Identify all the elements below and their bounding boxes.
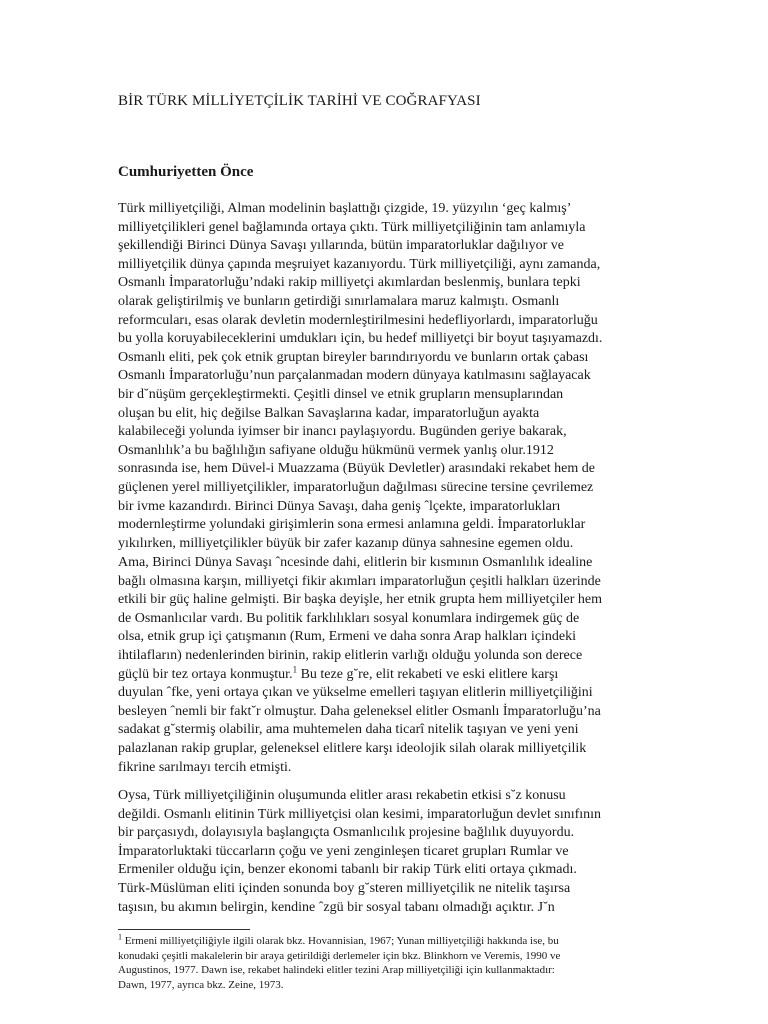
paragraph-line: besleyen ˆnemli bir fakt˘r olmuştur. Daha geleneksel elitler Osmanlı İmparatorluğu’na: [118, 703, 601, 719]
paragraph-line: Osmanlı İmparatorluğu’ndaki rakip milliyetçi akımlardan beslenmiş, bunlara tepki: [118, 275, 581, 291]
paragraph-line: de Osmanlıcılar vardı. Bu politik farklılıkları sosyal konumlara indirgemek güç de: [118, 610, 580, 626]
paragraph-line: fikrine sarılmayı tercih etmişti.: [118, 759, 292, 775]
paragraph-1: [118, 200, 662, 553]
paragraph-line: bir d˘nüşüm gerçekleştirmekti. Çeşitli dinsel ve etnik grupların mensuplarından: [118, 386, 564, 402]
footnote-reference[interactable]: 1: [292, 663, 298, 674]
paragraph-line: bir ivme kazandırdı. Birinci Dünya Savaşı, daha geniş ˆlçekte, imparatorlukları: [118, 498, 561, 514]
paragraph-line: yıkılırken, milliyetçilikler büyük bir zafer kazanıp dünya sahnesine egemen oldu.: [118, 535, 574, 551]
paragraph-line: şekillendiği Birinci Dünya Savaşı yıllarında, bütün imparatorluklar dağılıyor ve: [118, 238, 564, 254]
paragraph-line: Osmanlı eliti, pek çok etnik gruptan bireyler barındırıyordu ve bunların ortak çabası: [118, 349, 589, 365]
paragraph-line: Osmanlı İmparatorluğu’nun parçalanmadan modern dünyaya katılmasını sağlayacak: [118, 368, 591, 384]
paragraph-line: milliyetçilik dünya çapında meşruiyet kazanıyordu. Türk milliyetçiliği, aynı zamanda,: [118, 256, 601, 272]
footnote-line: konudaki çeşitli makalelerin bir araya getirildiği derlemeler için bkz. Blinkhorn ve Veremis, 1990 ve: [118, 949, 561, 962]
paragraph-line: oluşan bu elit, hiç değilse Balkan Savaşlarına kadar, imparatorluğun ayakta: [118, 405, 540, 421]
paragraph-line: Oysa, Türk milliyetçiliğinin oluşumunda elitler arası rekabetin etkisi s˘z konusu: [118, 788, 566, 803]
paragraph-line: Ama, Birinci Dünya Savaşı ˆncesinde dahi, elitlerin bir kısmının Osmanlılık idealine: [118, 555, 593, 570]
line-text-continuation: Bu teze g˘re, elit rekabeti ve eski elitlere karşı: [297, 666, 559, 682]
footnote-divider: [118, 929, 250, 930]
paragraph-line: sadakat g˘stermiş olabilir, ama muhtemelen daha ticarî nitelik taşıyan ve yeni yeni: [118, 722, 579, 738]
paragraph-3: [118, 787, 662, 917]
paragraph-line: Ermeniler olduğu için, benzer ekonomi tabanlı bir rakip Türk eliti ortaya çıkmadı.: [118, 862, 577, 878]
footnote-marker: 1: [118, 932, 122, 942]
page-title: BİR TÜRK MİLLİYETÇİLİK TARİHİ VE COĞRAFYASI: [118, 93, 481, 109]
footnote: [118, 934, 658, 992]
paragraph-line: bir parçasıydı, dolayısıyla başlangıçta Osmanlıcılık projesine bağlılık duyuyordu.: [118, 825, 575, 841]
paragraph-line: bağlı olmasına karşın, milliyetçi fikir akımları imparatorluğun çeşitli halkları üzerinde: [118, 573, 601, 589]
paragraph-line: etkili bir güç haline gelmişti. Bir başka deyişle, her etnik grupta hem milliyetçiler hem: [118, 592, 603, 608]
paragraph-line: Türk milliyetçiliği, Alman modelinin başlattığı çizgide, 19. yüzyılın ‘geç kalmış’: [118, 201, 572, 216]
paragraph-line: kalabileceği yolunda iyimser bir inancı paylaşıyordu. Bugünden geriye bakarak,: [118, 424, 567, 440]
paragraph-line: güçlenen yerel milliyetçilikler, imparatorluğun dağılması sürecine tersine çevrilemez: [118, 479, 594, 495]
paragraph-line: İmparatorluktaki tüccarların çoğu ve yeni zenginleşen ticaret grupları Rumlar ve: [118, 843, 569, 859]
paragraph-line: Türk-Müslüman eliti içinden sonunda boy g˘steren milliyetçilik ne nitelik taşırsa: [118, 880, 571, 896]
paragraph-line: milliyetçilikleri genel bağlamında ortaya çıktı. Türk milliyetçiliğinin tam anlamıyla: [118, 219, 586, 235]
line-text: güçlü bir tez ortaya konmuştur.: [118, 666, 293, 682]
paragraph-line: sonrasında ise, hem Düvel-i Muazzama (Büyük Devletler) arasındaki rekabet hem de: [118, 461, 595, 477]
paragraph-line: değildi. Osmanlı elitinin Türk milliyetçisi olan kesimi, imparatorluğun devlet sınıfının: [118, 806, 602, 822]
section-heading: Cumhuriyetten Önce: [118, 164, 254, 180]
paragraph-line: palazlanan rakip gruplar, geleneksel elitlere karşı ideolojik silah olarak milliyetçilik: [118, 740, 587, 756]
paragraph-2: [118, 554, 662, 777]
footnote-text: Ermeni milliyetçiliğiyle ilgili olarak bkz. Hovannisian, 1967; Yunan milliyetçiliği hakkında ise, bu: [122, 935, 559, 947]
paragraph-line: [118, 663, 662, 685]
paragraph-line: ihtilafların) nedenlerinden birinin, rakip elitlerin varlığı olduğu yolunda son derece: [118, 647, 583, 663]
paragraph-line: duyulan ˆfke, yeni ortaya çıkan ve yükselme emelleri taşıyan elitlerin milliyetçiliğini: [118, 685, 593, 701]
footnote-line: Dawn, 1977, ayrıca bkz. Zeine, 1973.: [118, 978, 284, 991]
paragraph-line: Osmanlılık’a bu bağlılığın safiyane olduğu hükmünü vermek yanlış olur.1912: [118, 442, 554, 458]
paragraph-line: taşısın, bu akımın belirgin, kendine ˆzgü bir sosyal tabanı olmadığı açıktır. J˘n: [118, 899, 555, 915]
paragraph-line: olarak geliştirilmiş ve bunların getirdiği sınırlamalara maruz kalmıştı. Osmanlı: [118, 293, 560, 309]
footnote-line: Augustinos, 1977. Dawn ise, rekabet halindeki elitler tezini Arap milliyetçiliği için kullanmaktadır:: [118, 964, 555, 976]
paragraph-line: bu yolla koruyabileceklerini umdukları için, bu hedef milliyetçi bir boyut taşıyamazdı.: [118, 331, 603, 347]
paragraph-line: olsa, etnik grup içi çatışmanın (Rum, Ermeni ve daha sonra Arap halkları içindeki: [118, 629, 576, 645]
paragraph-line: modernleştirme yolundaki girişimlerin sona ermesi anlamına geldi. İmparatorluklar: [118, 517, 586, 533]
footnote-line: [118, 934, 658, 949]
paragraph-line: reformcuları, esas olarak devletin modernleştirilmesini hedefliyorlardı, imparatorluğu: [118, 312, 598, 328]
